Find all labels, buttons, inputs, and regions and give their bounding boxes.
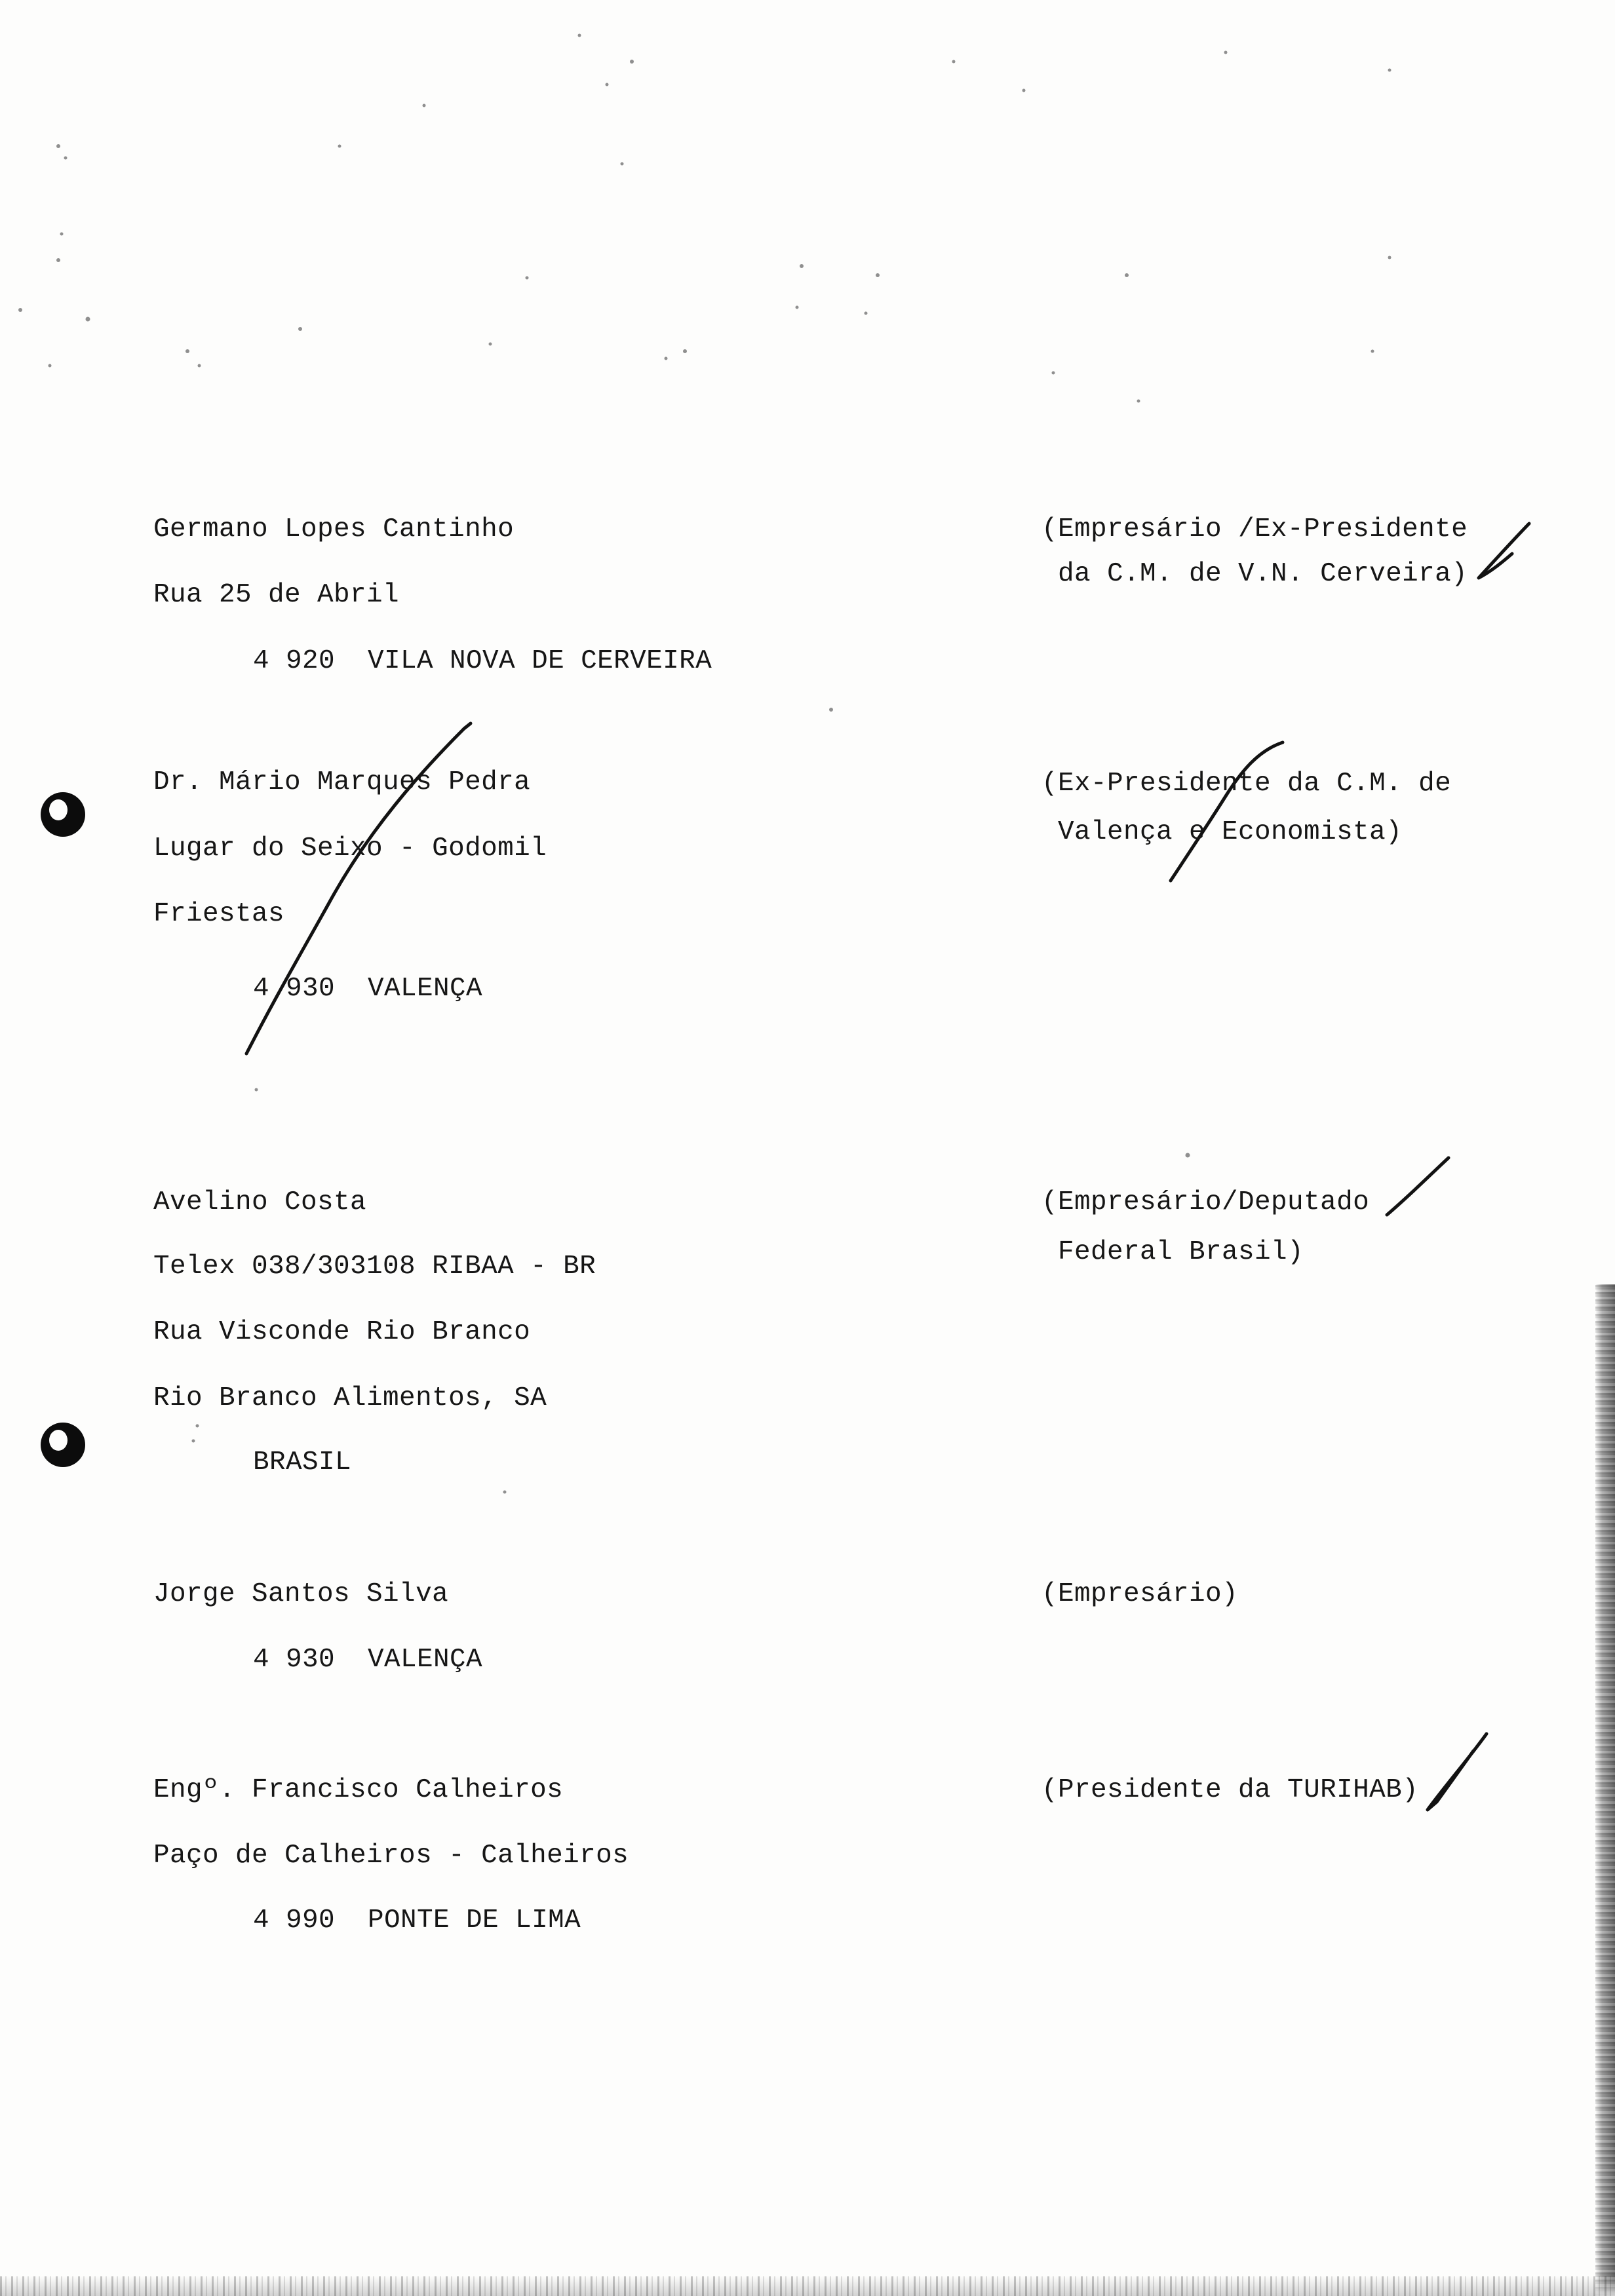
role-note: (Empresário /Ex-Presidente	[1041, 514, 1468, 545]
address-line: Rio Branco Alimentos, SA	[153, 1383, 547, 1413]
recipient-name: Germano Lopes Cantinho	[153, 514, 515, 545]
postal-line: 4 990 PONTE DE LIMA	[253, 1905, 581, 1936]
role-note: (Presidente da TURIHAB)	[1041, 1775, 1419, 1805]
postal-line: BRASIL	[253, 1447, 352, 1478]
recipient-name: Jorge Santos Silva	[153, 1579, 449, 1609]
handwritten-check-mark	[1479, 524, 1529, 578]
postal-line: 4 930 VALENÇA	[253, 974, 483, 1004]
handwritten-check-mark	[1428, 1734, 1487, 1810]
role-note: da C.M. de V.N. Cerveira)	[1058, 559, 1468, 589]
address-line: Friestas	[153, 899, 285, 929]
role-note: (Empresário)	[1041, 1579, 1239, 1609]
role-note: (Empresário/Deputado	[1041, 1187, 1370, 1217]
recipient-name: Avelino Costa	[153, 1187, 367, 1217]
postal-line: 4 930 VALENÇA	[253, 1645, 483, 1675]
recipient-name: Engº. Francisco Calheiros	[153, 1775, 564, 1805]
punch-hole	[41, 1423, 85, 1467]
handwritten-strike-line	[1171, 742, 1283, 881]
postal-line: 4 920 VILA NOVA DE CERVEIRA	[253, 646, 712, 676]
address-line: Rua 25 de Abril	[153, 580, 400, 610]
scan-edge-shadow	[0, 2276, 1615, 2296]
address-line: Telex 038/303108 RIBAA - BR	[153, 1252, 596, 1282]
address-line: Lugar do Seixo - Godomil	[153, 833, 547, 864]
role-note: Valença e Economista)	[1058, 817, 1403, 847]
recipient-name: Dr. Mário Marques Pedra	[153, 767, 531, 797]
scan-edge-shadow	[1595, 1284, 1615, 2296]
role-note: (Ex-Presidente da C.M. de	[1041, 769, 1452, 799]
punch-hole	[41, 792, 85, 837]
role-note: Federal Brasil)	[1058, 1237, 1304, 1267]
address-line: Rua Visconde Rio Branco	[153, 1317, 531, 1347]
address-line: Paço de Calheiros - Calheiros	[153, 1841, 629, 1871]
handwritten-check-mark	[1387, 1158, 1449, 1215]
